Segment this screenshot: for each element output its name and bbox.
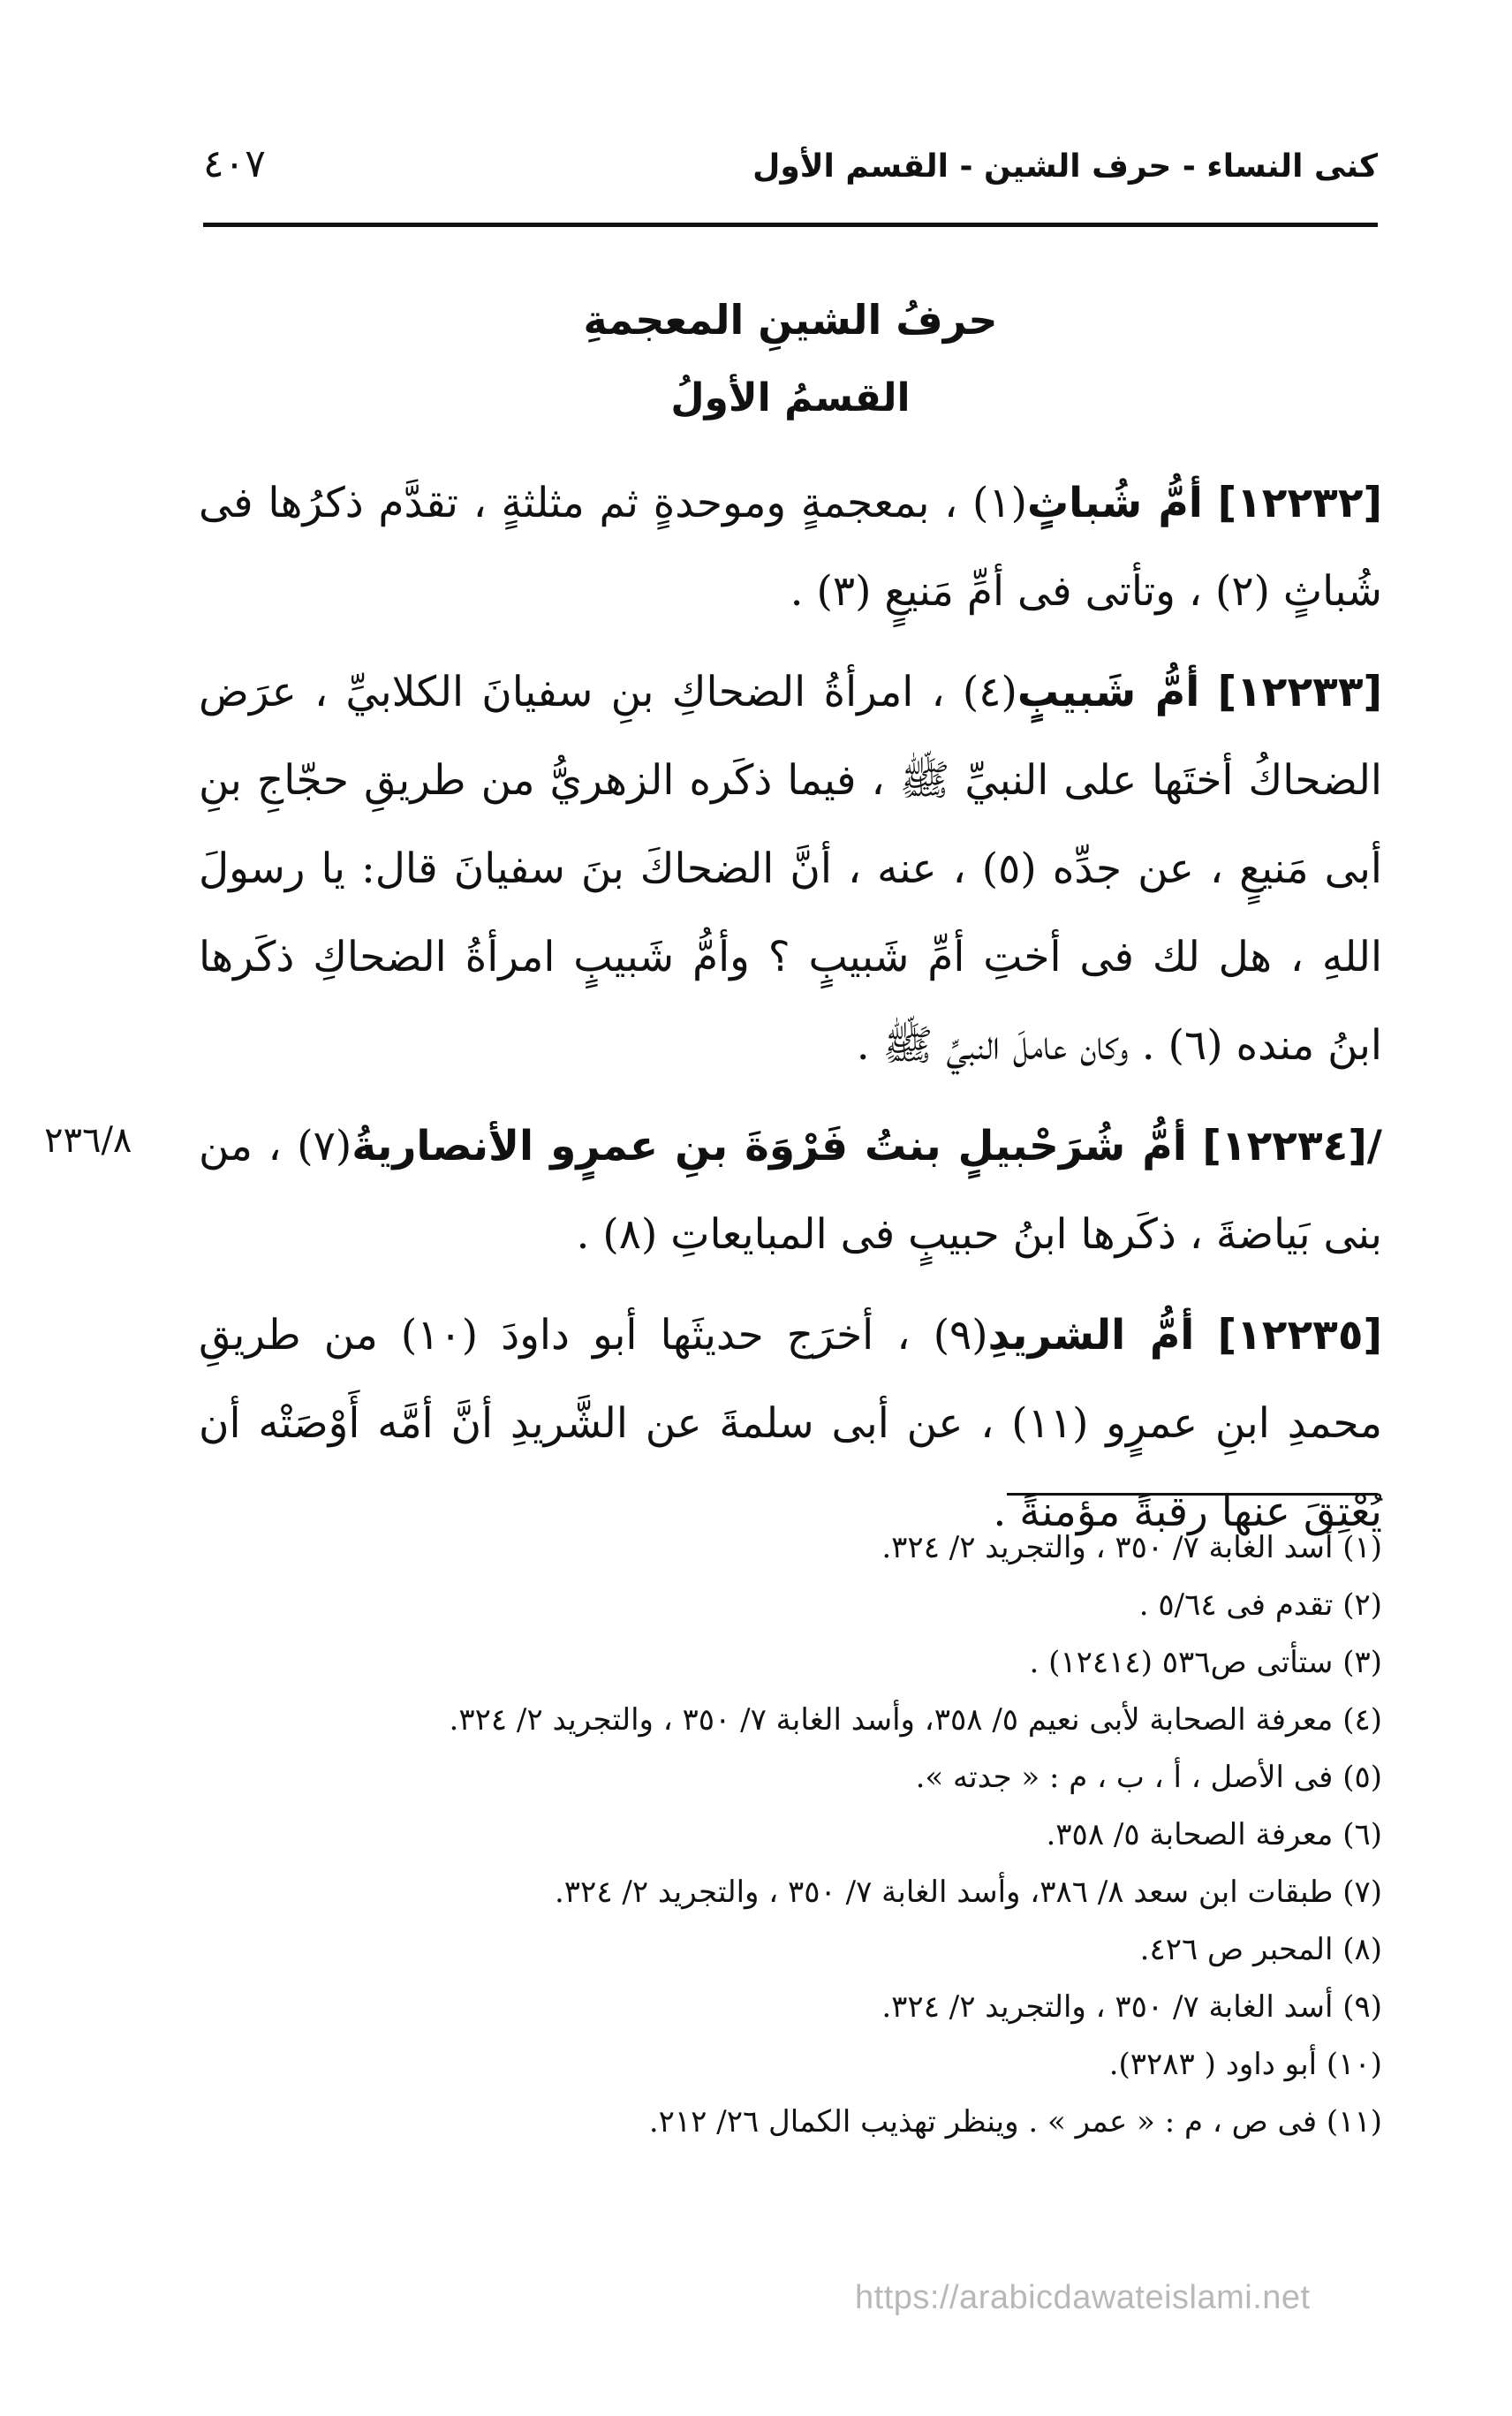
footnote: (٥) فى الأصل ، أ ، ب ، م : « جدته ». [915, 1760, 1382, 1795]
footnote: (١١) فى ص ، م : « عمر » . وينظر تهذيب الكمال ٢٦/ ٢١٢. [648, 2104, 1382, 2140]
running-title: كنى النساء - حرف الشين - القسم الأول [752, 148, 1378, 185]
footnotes [199, 1519, 1382, 2151]
entry [199, 1102, 1382, 1279]
entry-name: أمُّ الشريدِ [987, 1311, 1195, 1359]
entry-name: أمُّ شُرَحْبيلٍ بنتُ فَرْوَةَ بنِ عمرٍو الأنصاريةُ [352, 1122, 1187, 1170]
footnote: (٤) معرفة الصحابة لأبى نعيم ٥/ ٣٥٨، وأسد الغابة ٧/ ٣٥٠ ، والتجريد ٢/ ٣٢٤. [449, 1702, 1382, 1738]
margin-volume-reference: ٢٣٦/٨ [44, 1120, 132, 1161]
entry-number: [١٢٢٣٥] [1217, 1311, 1383, 1359]
entry-text: (٩) ، أخرَج حديثَها أبو داودَ (١٠) من طريقِ محمدِ ابنِ عمرٍو (١١) ، عن أبى سلمةَ عن الشَّريدِ أنَّ أمَّه أَوْصَتْه أن يُعْتِقَ عنها رقبةً مؤمنةً . [199, 1311, 1382, 1536]
entry-text: (٧) ، من بنى بَياضةَ ، ذكَرها ابنُ حبيبٍ فى المبايعاتِ (٨) . [199, 1122, 1382, 1259]
entry-text: (١) ، بمعجمةٍ وموحدةٍ ثم مثلثةٍ ، تقدَّم ذكرُها فى شُباثٍ (٢) ، وتأتى فى أمِّ مَنيعٍ (٣) . [199, 479, 1382, 616]
footnote: (٩) أسد الغابة ٧/ ٣٥٠ ، والتجريد ٢/ ٣٢٤. [881, 1989, 1382, 2025]
footnote: (٢) تقدم فى ٥/٦٤ . [1138, 1587, 1382, 1623]
entry-number: [١٢٢٣٢] [1217, 479, 1383, 527]
footnote: (٧) طبقات ابن سعد ٨/ ٣٨٦، وأسد الغابة ٧/ ٣٥٠ ، والتجريد ٢/ ٣٢٤. [554, 1874, 1382, 1910]
entry-number: [١٢٢٣٣] [1217, 668, 1382, 716]
entry [199, 648, 1382, 1090]
entry [199, 1291, 1382, 1556]
entry-name: أمُّ شُباثٍ [1026, 479, 1203, 527]
footnote: (٦) معرفة الصحابة ٥/ ٣٥٨. [1046, 1817, 1382, 1852]
header-rule [203, 223, 1378, 227]
footnote: (١٠) أبو داود ( ٣٢٨٣). [1108, 2047, 1382, 2082]
footnote-rule [1007, 1493, 1378, 1496]
footnote: (٣) ستأتى ص٥٣٦ (١٢٤١٤) . [1029, 1645, 1382, 1680]
entry-name: أمُّ شَبيبٍ [1017, 668, 1200, 716]
entry [199, 459, 1382, 636]
watermark: https://arabicdawateislami.net [855, 2279, 1311, 2316]
running-header [203, 141, 1378, 203]
footnote: (٨) المحبر ص ٤٢٦. [1139, 1932, 1382, 1967]
section-heading: حرفُ الشينِ المعجمةِ [583, 296, 998, 344]
footnote: (١) أسد الغابة ٧/ ٣٥٠ ، والتجريد ٢/ ٣٢٤. [881, 1530, 1382, 1565]
part-heading: القسمُ الأولُ [670, 375, 911, 420]
main-text [199, 459, 1382, 1569]
page-number: ٤٠٧ [203, 141, 266, 186]
entry-text: (٤) ، امرأةُ الضحاكِ بنِ سفيانَ الكلابيِّ ، عرَض الضحاكُ أختَها على النبيِّ ﷺ ، فيما ذكَره الزهريُّ من طريقِ حجّاجِ بنِ أبى مَنيعٍ ، عن جدِّه (٥) ، عنه ، أنَّ الضحاكَ بنَ سفيانَ قال: يا رسولَ اللهِ ، هل لك فى أختِ أمِّ شَبيبٍ ؟ وأمُّ شَبيبٍ امرأةُ الضحاكِ ذكَرها ابنُ منده (٦) . وكان عاملَ النبيِّ ﷺ . [199, 668, 1382, 1070]
entry-number: /[١٢٢٣٤] [1202, 1122, 1382, 1170]
